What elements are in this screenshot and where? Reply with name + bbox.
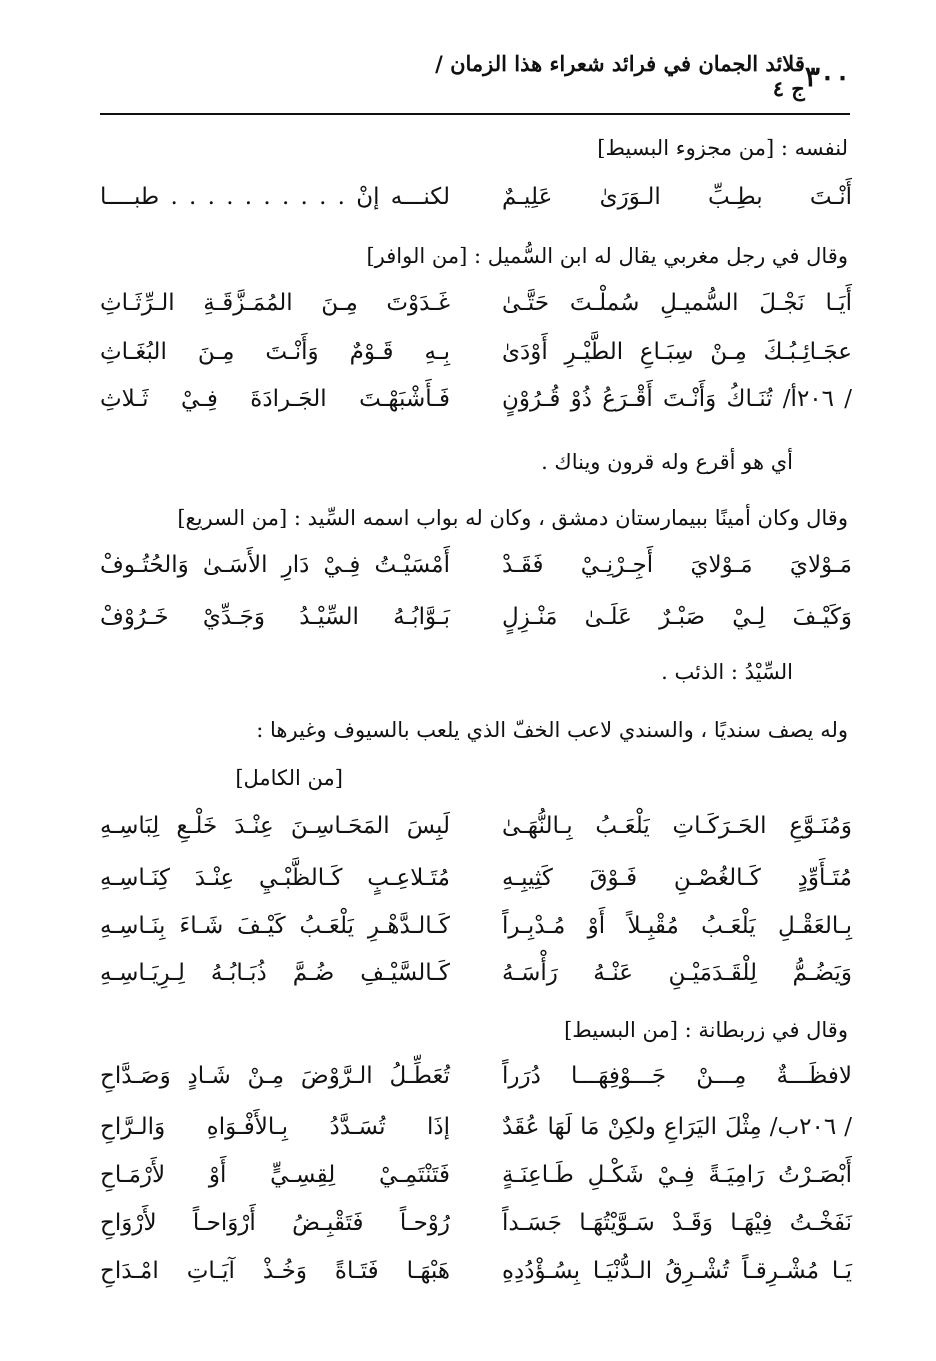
verse-line [100,1248,852,1294]
note-line: السِّيْدُ : الذئب . [661,660,793,684]
first-hemistich: / ٢٠٦أ/ تُنَـاكُ وَأَنْـتَ أَقْـرَعُ ذُوْ قُـرُوْنٍ [502,386,852,412]
first-hemistich: نَفَخْـتُ فِيْهَـا وَقَـدْ سَـوَّيْتُهَـا جَسَـداً [502,1210,852,1236]
second-hemistich: هَبْهَـا فَتَـاةً وَخُـذْ آيَـاتِ امْـدَاحِ [100,1258,450,1284]
first-hemistich: وَيَضُـمُّ لِلْقَـدَمَيْـنِ عَنْـهُ رَأْسَـهُ [502,960,852,986]
header-rule [100,113,850,115]
intro-line: وقال في رجل مغربي يقال له ابن السُّميل : [من الوافر] [366,244,848,268]
note-line: أي هو أقرع وله قرون ويناك . [541,450,793,474]
first-hemistich: مَـوْلايَ مَـوْلايَ أَجِـرْنِـيْ فَقَـدْ [502,552,852,578]
second-hemistich: كَـالـدَّهْـرِ يَلْعَـبُ كَيْـفَ شَـاءَ بِنَـاسِـهِ [100,913,450,939]
verse-line [100,329,852,375]
verse-line [100,1200,852,1246]
verse-line [100,950,852,996]
intro-line: وقال في زربطانة : [من البسيط] [564,1018,848,1042]
first-hemistich: مُتَـأَوِّدٍ كَـالغُصْـنِ فَـوْقَ كَثِيبِـهِ [502,865,852,891]
page-header [100,51,850,101]
second-hemistich: بِـهِ قَـوْمٌ وَأَنْـتَ مِـنَ البُغَـاثِ [100,339,450,365]
second-hemistich: كَـالسَّيْـفِ ضُـمَّ ذُبَـابُـهُ لِـرِيَـاسِـهِ [100,960,450,986]
first-hemistich: يَـا مُشْـرِقـاً تُشْـرِقُ الـدُّنْيَـا بِسُـؤْدُدِهِ [502,1258,852,1284]
verse-line [100,803,852,849]
second-hemistich: مُتَـلاعِـبٍ كَـالظَّبْـيِ عِنْـدَ كِنَـاسِـهِ [100,865,450,891]
first-hemistich: أَيَـا نَجْـلَ السُّميـلِ سُملْـتَ حَتَّـىٰ [502,290,852,316]
first-hemistich: بِـالعَقْـلِ يَلْعَـبُ مُقْبِـلاً أَوْ مُـدْبِـراً [502,913,852,939]
second-hemistich: لكنـــه إنْ . . . . . . . . . . طبــــا [100,184,450,210]
second-hemistich: لَبِسَ المَحَـاسِـنَ عِنْـدَ خَلْـعِ لِبَاسِـهِ [100,813,450,839]
second-hemistich: فَـأَشْبَهْـتَ الجَـرادَةَ فِـيْ ثَـلاثِ [100,386,450,412]
page-number: ٣٠٠ [804,59,850,93]
second-hemistich: بَـوَّابُـهُ السِّيْـدُ وَجَـدِّيْ خَـرُوْفْ [100,604,450,630]
verse-line [100,542,852,588]
verse-line [100,855,852,901]
intro-line: وله يصف سنديًا ، والسندي لاعب الخفّ الذي يلعب بالسيوف وغيرها : [256,718,848,742]
second-hemistich: تُعَطِّـلُ الـرَّوْضَ مِـنْ شَـادٍ وَصَـدَّاحِ [100,1063,450,1089]
second-hemistich: إذَا تُسَـدَّدُ بِـالأَفْـوَاهِ وَالـرَّاحِ [100,1114,450,1140]
first-hemistich: عجَـائِـبُـكَ مِـنْ سِبَـاعِ الطَّيْـرِ أَوْدَىٰ [502,339,852,365]
verse-line [100,174,852,220]
second-hemistich: رُوْحـاً فَتَقْبِـضُ أَرْوَاحـاً لأَرْوَاحِ [100,1210,450,1236]
second-hemistich: فَتَنْتَمِـيْ لِقِسِـيٍّ أَوْ لأَرْمَـاحِ [100,1162,450,1188]
first-hemistich: أَبْصَـرْتُ رَامِيَـةً فِـيْ شَكْـلِ طَـاعِنَـةٍ [502,1162,852,1188]
verse-line [100,1104,852,1150]
second-hemistich: أَمْسَيْـتُ فِـيْ دَارِ الأَسَـىٰ وَالحُتُـوفْ [100,552,450,578]
intro-line: وقال وكان أمينًا ببيمارستان دمشق ، وكان له بواب اسمه السِّيد : [من السريع] [177,506,848,530]
meter-label: [من الكامل] [235,766,343,790]
verse-line [100,376,852,422]
intro-line: لنفسه : [من مجزوء البسيط] [597,136,848,160]
verse-line [100,903,852,949]
first-hemistich: أَنْـتَ بطِـبِّ الـوَرَىٰ عَلِيـمٌ [502,184,852,210]
verse-line [100,1152,852,1198]
first-hemistich: لافظَـــةٌ مِـــنْ جَـــوْفِهَـــا دُرَراً [502,1063,852,1089]
verse-line [100,594,852,640]
second-hemistich: غَـدَوْتَ مِـنَ المُمَـزَّقَـةِ الـرِّثَـاثِ [100,290,450,316]
verse-line [100,1053,852,1099]
first-hemistich: وَمُنَـوَّعِ الحَـرَكَـاتِ يَلْعَـبُ بِـالنُّهَـىٰ [502,813,852,839]
running-title: قلائد الجمان في فرائد شعراء هذا الزمان / ج ٤ [435,51,805,101]
verse-line [100,280,852,326]
first-hemistich: / ٢٠٦ب/ مِثْلَ اليَرَاعِ ولكِنْ مَا لَهَا عُقَدٌ [502,1114,853,1140]
first-hemistich: وَكَيْـفَ لِـيْ صَبْـرٌ عَلَـىٰ مَنْـزِلٍ [502,604,852,630]
